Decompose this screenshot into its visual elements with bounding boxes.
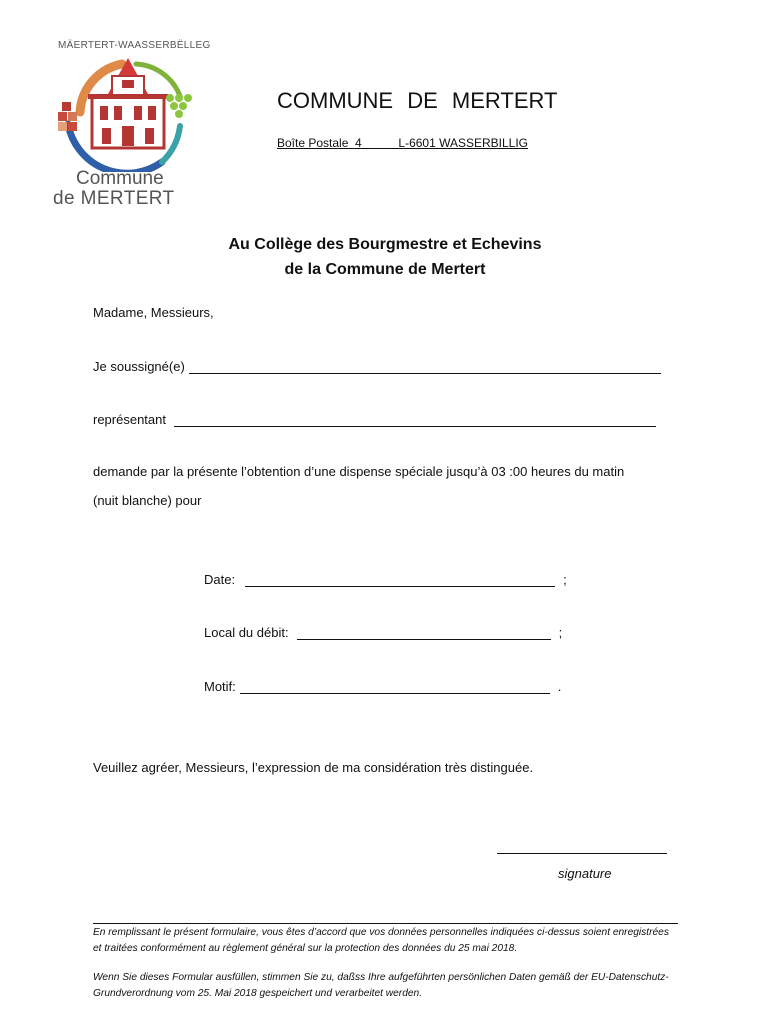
signature-line[interactable] — [497, 853, 667, 854]
footer-divider — [93, 923, 678, 924]
recipient-line-1: Au Collège des Bourgmestre et Echevins — [228, 236, 542, 253]
motif-field-row — [204, 679, 561, 694]
logo-caption: MÄERTERT-WAASSERBËLLEG — [58, 40, 211, 51]
logo-wordmark-mertert: de MERTERT — [53, 188, 175, 209]
soussigne-label: Je soussigné(e) — [93, 359, 185, 374]
motif-input-line[interactable] — [240, 680, 550, 694]
postal-address: Boîte Postale 4 L-6601 WASSERBILLIG — [277, 136, 529, 150]
commune-title: COMMUNE DE MERTERT — [277, 88, 558, 113]
local-label: Local du débit: — [204, 625, 289, 640]
representant-input-line[interactable] — [174, 413, 656, 427]
local-field-row — [204, 625, 562, 640]
local-suffix: ; — [558, 625, 563, 640]
closing-formula: Veuillez agréer, Messieurs, l’expression de ma considération très distinguée. — [93, 760, 534, 775]
date-label: Date: — [204, 572, 236, 587]
date-field-row — [204, 572, 567, 587]
signature-label: signature — [558, 866, 612, 881]
commune-logo-icon — [52, 54, 202, 172]
soussigne-input-line[interactable] — [189, 360, 661, 374]
demand-text-line-2: (nuit blanche) pour — [93, 493, 202, 508]
soussigne-field-row — [93, 359, 661, 374]
date-suffix: ; — [563, 572, 567, 587]
local-input-line[interactable] — [297, 626, 551, 640]
motif-suffix: . — [557, 679, 562, 694]
representant-label: représentant — [93, 412, 166, 427]
gdpr-notice-fr: En remplissant le présent formulaire, vous êtes d’accord que vos données personnelles indiquées ci-dessus soient enregistrées et traitées conformément au règlement général sur la protection des données du 25 mai 2018. — [93, 927, 669, 954]
logo-wordmark-commune: Commune — [76, 168, 164, 189]
recipient-line-2: de la Commune de Mertert — [284, 261, 486, 278]
representant-field-row — [93, 412, 656, 427]
date-input-line[interactable] — [245, 573, 555, 587]
salutation: Madame, Messieurs, — [93, 305, 214, 320]
gdpr-notice-de: Wenn Sie dieses Formular ausfüllen, stimmen Sie zu, daßss Ihre aufgeführten persönlichen Daten gemäß der EU-Datenschutz-Grundverordnung vom 25. Mai 2018 gespeichert und verarbeitet werden. — [93, 972, 669, 999]
motif-label: Motif: — [204, 679, 236, 694]
demand-text-line-1: demande par la présente l’obtention d’une dispense spéciale jusqu’à 03 :00 heures du matin — [93, 464, 625, 479]
